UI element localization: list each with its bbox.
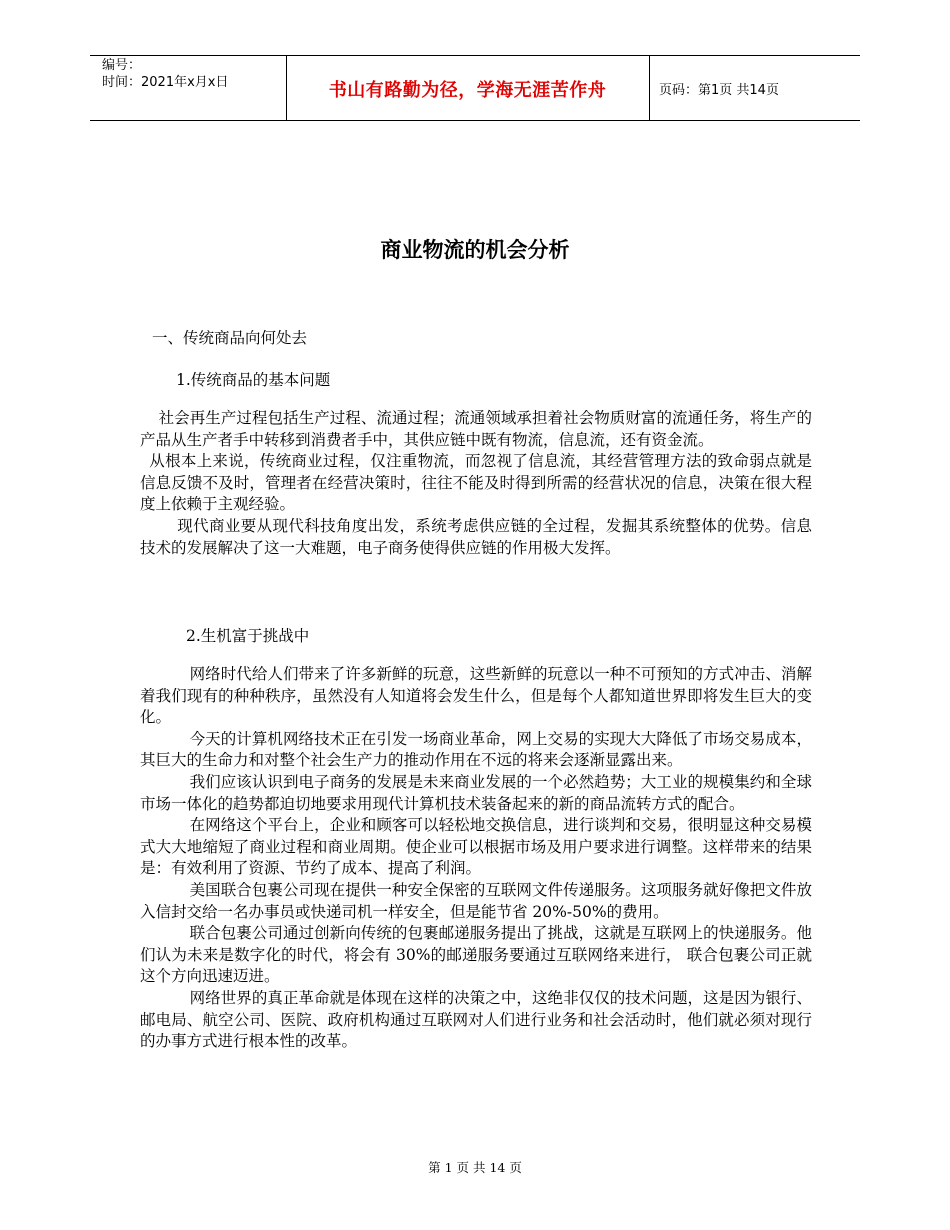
paragraph: 今天的计算机网络技术正在引发一场商业革命，网上交易的实现大大降低了市场交易成本，其巨大的生命力和对整个社会生产力的推动作用在不远的将来会逐渐显露出来。 <box>140 729 812 770</box>
paragraph: 网络世界的真正革命就是体现在这样的决策之中，这绝非仅仅的技术问题，这是因为银行、邮电局、航空公司、医院、政府机构通过互联网对人们进行业务和社会活动时，他们就必须对现行的办事方式进行根本性的改革。 <box>140 988 812 1051</box>
subsection-1-1-body <box>140 408 812 559</box>
subsection-1-2-body <box>140 664 812 1053</box>
paragraph: 现代商业要从现代科技角度出发，系统考虑供应链的全过程，发掘其系统整体的优势。信息技术的发展解决了这一大难题，电子商务使得供应链的作用极大发挥。 <box>140 516 812 557</box>
page-footer: 第 1 页 共 14 页 <box>428 1160 522 1175</box>
header-time-label: 时间：2021年x月x日 <box>102 75 229 90</box>
paragraph: 网络时代给人们带来了许多新鲜的玩意，这些新鲜的玩意以一种不可预知的方式冲击、消解着我们现有的种种秩序，虽然没有人知道将会发生什么，但是每个人都知道世界即将发生巨大的变化。 <box>140 665 812 727</box>
paragraph: 我们应该认识到电子商务的发展是未来商业发展的一个必然趋势；大工业的规模集约和全球市场一体化的趋势都迫切地要求用现代计算机技术装备起来的新的商品流转方式的配合。 <box>140 772 812 813</box>
subsection-heading-1-2: 2.生机富于挑战中 <box>186 627 310 645</box>
section-heading-1: 一、传统商品向何处去 <box>152 329 308 347</box>
paragraph: 美国联合包裹公司现在提供一种安全保密的互联网文件传递服务。这项服务就好像把文件放入信封交给一名办事员或快递司机一样安全，但是能节省 20%-50%的费用。 <box>140 880 812 921</box>
paragraph: 从根本上来说，传统商业过程，仅注重物流，而忽视了信息流，其经营管理方法的致命弱点就是信息反馈不及时，管理者在经营决策时，往往不能及时得到所需的经营状况的信息，决策在很大程度上依赖于主观经验。 <box>140 452 812 514</box>
paragraph: 社会再生产过程包括生产过程、流通过程；流通领域承担着社会物质财富的流通任务，将生产的产品从生产者手中转移到消费者手中，其供应链中既有物流，信息流，还有资金流。 <box>140 409 812 449</box>
header-motto: 书山有路勤为径，学海无涯苦作舟 <box>328 80 607 101</box>
document-title: 商业物流的机会分析 <box>380 238 570 262</box>
header-number-label: 编号： <box>102 58 142 73</box>
paragraph: 联合包裹公司通过创新向传统的包裹邮递服务提出了挑战，这就是互联网上的快递服务。他们认为未来是数字化的时代，将会有 30%的邮递服务要通过互联网络来进行， 联合包裹公司正就这个方向迅速迈进。 <box>140 924 812 986</box>
header-meta <box>102 57 228 91</box>
header-bottom-rule <box>90 120 860 121</box>
subsection-heading-1-1: 1.传统商品的基本问题 <box>176 371 331 389</box>
header-divider-right <box>649 55 650 121</box>
header-top-rule <box>90 55 860 56</box>
header-page-info: 页码：第1页 共14页 <box>659 83 779 98</box>
paragraph: 在网络这个平台上，企业和顾客可以轻松地交换信息，进行谈判和交易，很明显这种交易模式大大地缩短了商业过程和商业周期。使企业可以根据市场及用户要求进行调整。这样带来的结果是：有效利用了资源、节约了成本、提高了利润。 <box>140 816 812 878</box>
